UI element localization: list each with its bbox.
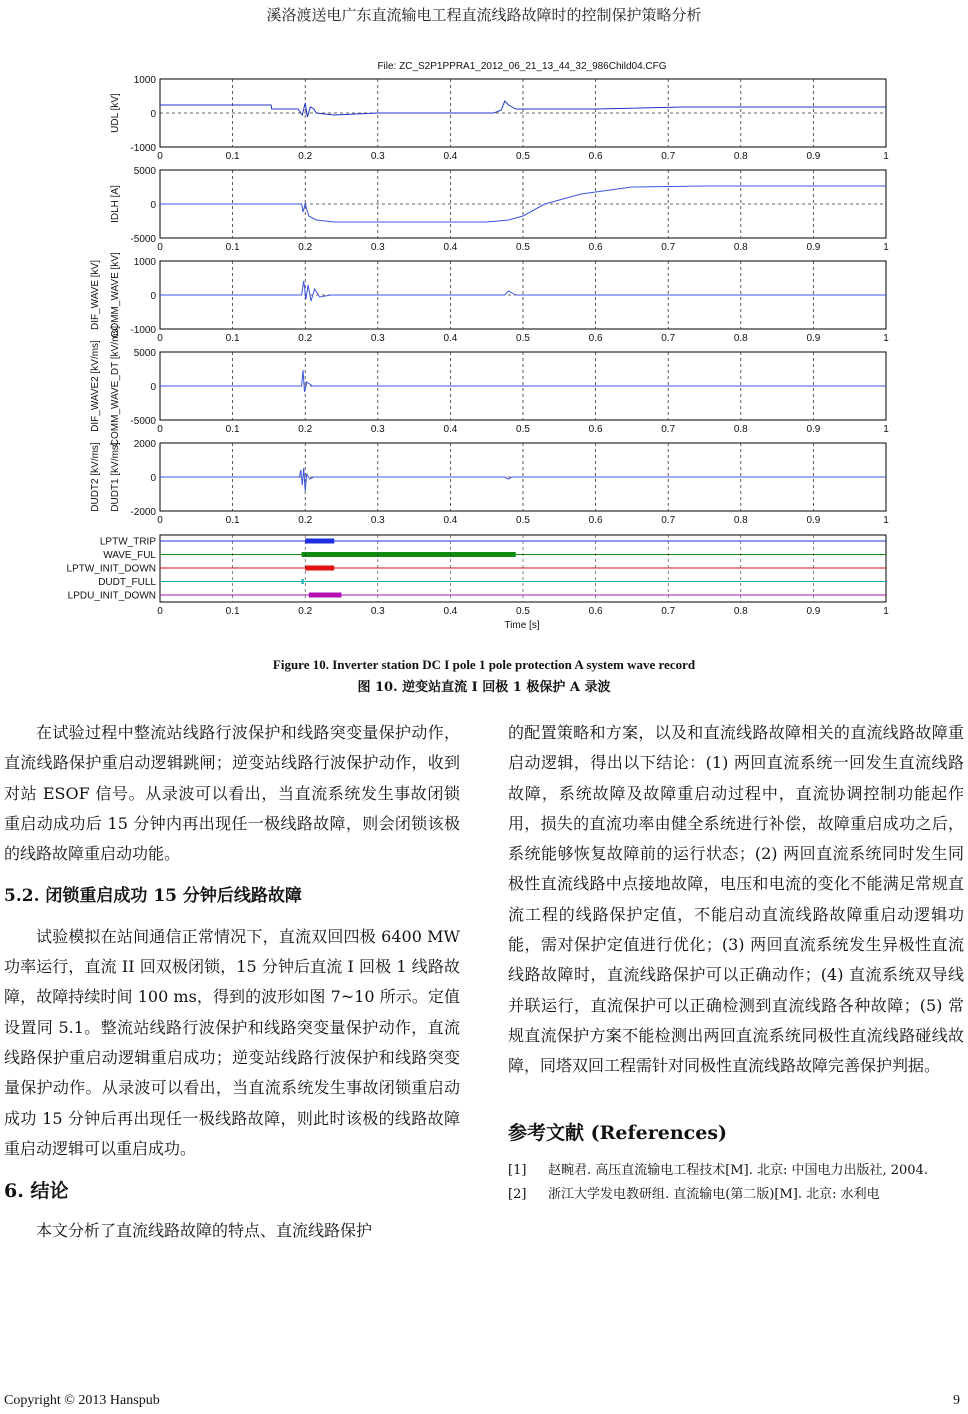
references-heading: 参考文献 (References) [508,1121,728,1144]
wave-record-figure [0,52,968,642]
x-tick-label: 1 [883,333,889,344]
digital-signal-label: WAVE_FUL [103,550,156,561]
x-tick-label: 0.4 [443,606,458,617]
x-tick-label: 0.8 [733,151,748,162]
reference-number: [2] [508,1186,527,1202]
x-tick-label: 0.1 [225,606,240,617]
x-tick-label: 0 [157,424,163,435]
copyright-footer: Copyright © 2013 Hanspub [4,1393,160,1408]
x-tick-label: 0.4 [443,424,458,435]
x-tick-label: 0.1 [225,242,240,253]
reference-text: 浙江大学发电教研组. 直流输电(第二版)[M]. 北京: 水利电 [548,1186,880,1202]
x-tick-label: 0 [157,242,163,253]
digital-active-bar [305,566,334,571]
x-tick-label: 0.6 [588,606,603,617]
x-tick-label: 0.6 [588,151,603,162]
running-header: 溪洛渡送电广东直流输电工程直流线路故障时的控制保护策略分析 [266,6,702,24]
x-tick-label: 0.2 [298,151,313,162]
x-tick-label: 0.9 [806,424,821,435]
digital-active-bar [302,579,304,584]
page-number: 9 [953,1393,960,1408]
figure-caption-cn: 图 10. 逆变站直流 I 回极 1 极保护 A 录波 [357,680,611,695]
y-axis-label: IDLH [A] [110,185,121,223]
digital-active-bar [302,552,516,557]
x-tick-label: 0.6 [588,515,603,526]
digital-signal-label: LPDU_INIT_DOWN [67,590,156,602]
x-tick-label: 0.4 [443,515,458,526]
x-tick-label: 0.3 [370,242,385,253]
x-tick-label: 0.2 [298,515,313,526]
reference-item [508,1186,964,1204]
x-tick-label: 0.4 [443,333,458,344]
y-axis-label: DIF_WAVE [kV] [90,259,101,331]
x-tick-label: 0.1 [225,333,240,344]
y-tick-label: -1000 [130,143,156,154]
y-tick-label: 5000 [133,166,156,177]
x-tick-label: 0.5 [516,424,530,435]
x-tick-label: 0.8 [733,515,748,526]
x-tick-label: 0.2 [298,424,313,435]
paragraph: 在试验过程中整流站线路行波保护和线路突变量保护动作，直流线路保护重启动逻辑跳闸；逆变站线路行波保护动作，收到对站 ESOF 信号。从录波可以看出，当直流系统发生事故闭锁重启动成功后 15 分钟内再出现任一极线路故障，则会闭锁该极的线路故障重启动功能。 [4,723,460,864]
y-axis-label: DIF_WAVE2 [kV/ms] [90,340,101,432]
x-tick-label: 0.9 [806,242,821,253]
paragraph: 的配置策略和方案，以及和直流线路故障相关的直流线路故障重启动逻辑，得出以下结论：(1) 两回直流系统一回发生直流线路故障，系统故障及故障重启动过程中，直流协调控制功能起作用，损失的直流功率由健全系统进行补偿，故障重启成功之后，系统能够恢复故障前的运行状态；(2) 两回直流系统同时发生同极性直流线路中点接地故障，电压和电流的变化不能满足常规直流工程的线路保护定值，不能启动直流线路故障重启动逻辑功能，需对保护定值进行优化；(3) 两回直流系统发生异极性直流线路故障时，直流线路保护可以正确动作；(4) 直流系统双导线并联运行，直流保护可以正确检测到直流线路各种故障；(5) 常规直流保护方案不能检测出两回直流系统同极性直流线路碰线故障，同塔双回工程需针对同极性直流线路故障完善保护判据。 [508,723,964,1076]
x-axis-label: Time [s] [504,620,540,631]
x-tick-label: 0.6 [588,242,603,253]
x-tick-label: 0.9 [806,151,821,162]
x-tick-label: 0.3 [370,333,385,344]
y-tick-label: -1000 [130,325,156,336]
x-tick-label: 0.9 [806,606,821,617]
x-tick-label: 0 [157,606,163,617]
x-tick-label: 0.5 [516,606,530,617]
paragraph: 本文分析了直流线路故障的特点、直流线路保护 [36,1221,373,1241]
x-tick-label: 0.2 [298,242,313,253]
file-label: File: ZC_S2P1PPRA1_2012_06_21_13_44_32_986Child04.CFG [377,61,667,72]
x-tick-label: 0.1 [225,515,240,526]
y-axis-label: UDL [kV] [110,93,121,133]
y-tick-label: -2000 [130,507,156,518]
digital-signal-label: LPTW_INIT_DOWN [66,563,156,575]
x-tick-label: 0.7 [661,606,676,617]
y-tick-label: 0 [150,291,156,302]
y-axis-label: COMM_WAVE_DT [kV/ms] [110,325,121,447]
y-tick-label: 0 [150,200,156,211]
section-heading-6: 6. 结论 [4,1180,69,1203]
x-tick-label: 0.8 [733,333,748,344]
x-tick-label: 0.4 [443,151,458,162]
x-tick-label: 0.1 [225,151,240,162]
x-tick-label: 0.3 [370,515,385,526]
x-tick-label: 0.8 [733,606,748,617]
x-tick-label: 0.9 [806,515,821,526]
right-column [508,718,964,1210]
digital-signal-label: DUDT_FULL [98,577,156,588]
reference-text: 赵畹君. 高压直流输电工程技术[M]. 北京: 中国电力出版社, 2004. [548,1162,928,1178]
x-tick-label: 0.7 [661,242,676,253]
x-tick-label: 0 [157,333,163,344]
paragraph: 试验模拟在站间通信正常情况下，直流双回四极 6400 MW 功率运行，直流 II 回双极闭锁，15 分钟后直流 I 回极 1 线路故障，故障持续时间 100 ms，得到的波形如图 7~10 所示。定值设置同 5.1。整流站线路行波保护和线路突变量保护动作，直流线路保护重启动逻辑重启成功；逆变站线路行波保护和线路突变量保护动作。从录波可以看出，当直流系统发生事故闭锁重启动成功 15 分钟后再出现任一极线路故障，则此时该极的线路故障重启动逻辑可以重启成功。 [4,926,460,1158]
wave-record-plot [0,52,968,642]
reference-item [508,1162,964,1180]
y-axis-label: COMM_WAVE [kV] [110,252,121,338]
x-tick-label: 0.3 [370,606,385,617]
x-tick-label: 0.3 [370,424,385,435]
y-tick-label: 1000 [133,257,156,268]
x-tick-label: 1 [883,424,889,435]
y-tick-label: 0 [150,473,156,484]
x-tick-label: 0.7 [661,424,676,435]
y-tick-label: 0 [150,382,156,393]
x-tick-label: 1 [883,606,889,617]
x-tick-label: 0 [157,151,163,162]
x-tick-label: 0.2 [298,606,313,617]
x-tick-label: 0.5 [516,242,530,253]
x-tick-label: 1 [883,242,889,253]
x-tick-label: 0.5 [516,515,530,526]
x-tick-label: 0.7 [661,151,676,162]
x-tick-label: 0.7 [661,333,676,344]
y-tick-label: 5000 [133,348,156,359]
x-tick-label: 1 [883,151,889,162]
x-tick-label: 0 [157,515,163,526]
x-tick-label: 0.6 [588,424,603,435]
y-tick-label: 2000 [133,439,156,450]
x-tick-label: 0.9 [806,333,821,344]
x-tick-label: 0.2 [298,333,313,344]
reference-number: [1] [508,1162,527,1178]
x-tick-label: 0.5 [516,151,530,162]
digital-active-bar [305,539,334,544]
digital-active-bar [309,593,342,598]
x-tick-label: 0.3 [370,151,385,162]
y-tick-label: -5000 [130,416,156,427]
x-tick-label: 0.8 [733,242,748,253]
section-heading-5-2: 5.2. 闭锁重启成功 15 分钟后线路故障 [4,886,302,907]
y-axis-label: DUDT1 [kV/ms] [110,442,121,512]
x-tick-label: 0.6 [588,333,603,344]
y-tick-label: 1000 [133,75,156,86]
x-tick-label: 0.1 [225,424,240,435]
left-column [4,718,460,1247]
y-tick-label: -5000 [130,234,156,245]
digital-signal-label: LPTW_TRIP [99,536,156,548]
figure-caption-en: Figure 10. Inverter station DC I pole 1 pole protection A system wave record [272,657,696,672]
x-tick-label: 0.7 [661,515,676,526]
y-tick-label: 0 [150,109,156,120]
x-tick-label: 0.4 [443,242,458,253]
x-tick-label: 0.8 [733,424,748,435]
x-tick-label: 0.5 [516,333,530,344]
x-tick-label: 1 [883,515,889,526]
y-axis-label: DUDT2 [kV/ms] [90,442,101,512]
